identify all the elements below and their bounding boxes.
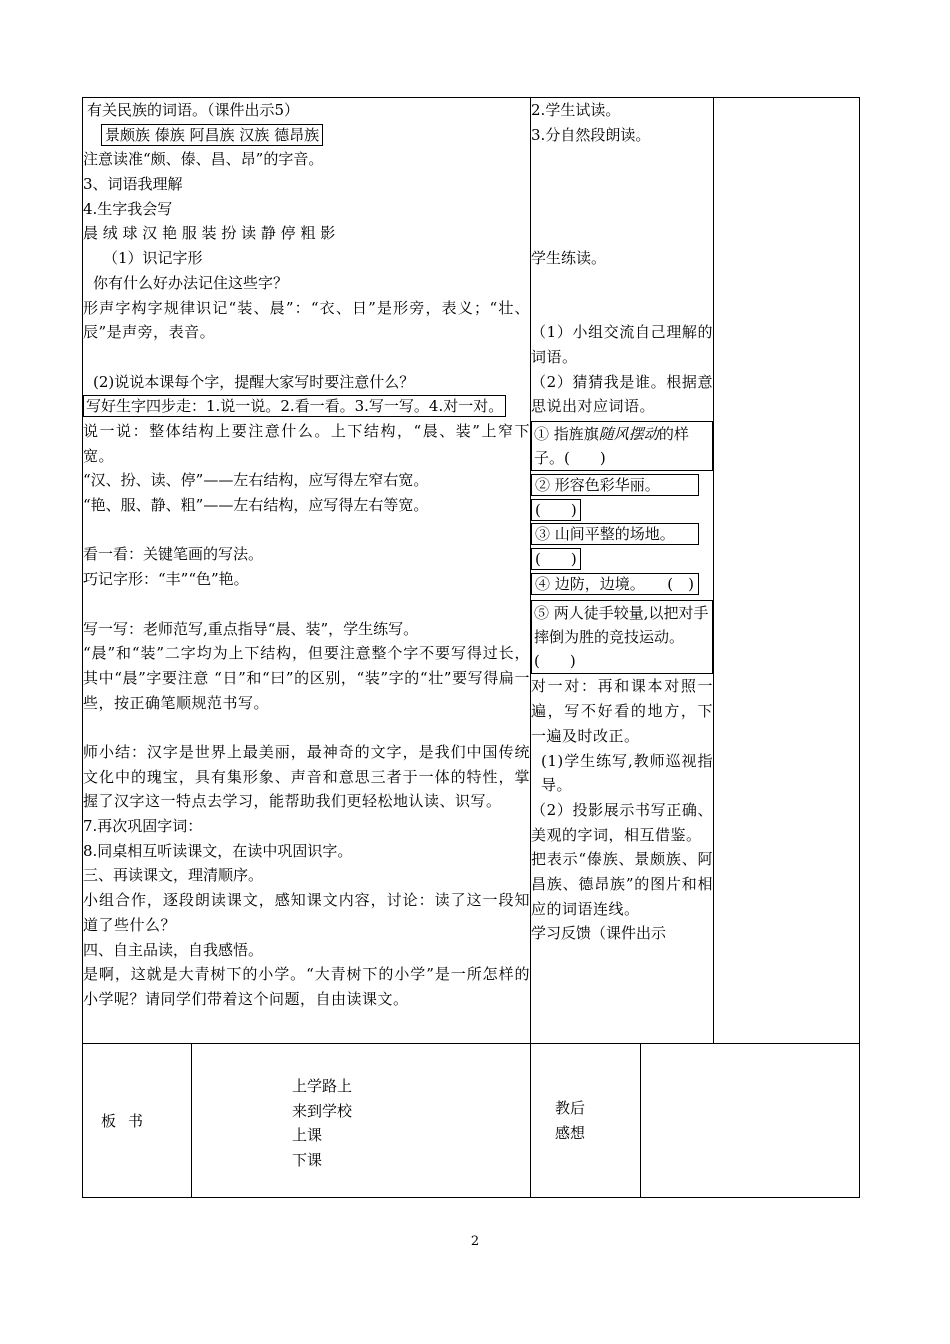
text-line: 三、再读课文，理清顺序。 [83,866,264,885]
text-line: 8.同桌相互听读课文，在读中巩固识字。 [83,841,353,860]
board-item: 上课 [292,1126,323,1144]
text-line: 有关民族的词语。（课件出示5） [87,101,300,119]
board-item: 来到学校 [292,1101,353,1120]
text-line: “汉、扮、读、停”——左右结构，应写得左窄右宽。 [83,471,429,490]
quiz-item-2: ② 形容色彩华丽。 [531,474,699,496]
text-line: 四、自主品读，自我感悟。 [83,940,264,959]
text-line: (2)说说本课每个字，提醒大家写时要注意什么？ [93,372,415,391]
board-item: 上学路上 [292,1077,353,1095]
quiz-answer-3: ( ) [531,548,581,570]
four-steps-box: 写好生字四步走：1.说一说。2.看一看。3.写一写。4.对一对。 [83,395,506,417]
text-line: （1）识记字形 [103,249,203,268]
board-content [192,1044,530,1172]
board-label: 板书 [101,1112,156,1130]
text-line: 7.再次巩固字词： [83,817,203,836]
text-line: 学习反馈（课件出示 [531,924,667,943]
quiz-item-1: ① 指旌旗随风摆动的样子。( ) [531,421,713,471]
main-row [83,98,860,1044]
text-line: 4.生字我会写 [83,199,173,218]
student-activity-cell [531,98,714,1044]
text-line: 你有什么好办法记住这些字？ [93,273,289,292]
text-paragraph: (1)学生练写,教师巡视指导。 [541,751,714,795]
text-line: 3.分自然段朗读。 [531,125,651,144]
text-line: 学生练读。 [531,249,607,268]
reflection-label: 教后 感想 [555,1099,586,1142]
board-label-cell [83,1044,192,1198]
text-paragraph: 对一对：再和课本对照一遍，写不好看的地方，下一遍及时改正。 [531,677,714,745]
text-paragraph: （1）小组交流自己理解的词语。 [531,323,714,366]
text-paragraph: （2）投影展示书写正确、美观的字词，相互借鉴。 [531,800,714,844]
text-line: 看一看：关键笔画的写法。 [83,545,264,564]
text-paragraph: “晨”和“装”二字均为上下结构，但要注意整个字不要写得过长，其中“晨”字要注意 “日”和“曰”的区别，“装”字的“壮”要写得扁一些，按正确笔顺规范书写。 [83,644,531,712]
quiz-item-3: ③ 山间平整的场地。 [531,523,699,545]
text-paragraph: 说一说：整体结构上要注意什么。上下结构，“晨、装”上窄下宽。 [83,421,531,465]
page-number: 2 [470,1234,480,1249]
text-paragraph: （2）猜猜我是谁。根据意思说出对应词语。 [531,372,714,416]
board-item: 下课 [292,1150,323,1169]
ethnic-words-box: 景颇族 傣族 阿昌族 汉族 德昂族 [101,124,323,146]
reflection-label-cell [531,1044,641,1198]
text-line: 写一写：老师范写,重点指导“晨、装”，学生练写。 [83,619,419,638]
text-paragraph: 是啊，这就是大青树下的小学。“大青树下的小学”是一所怎样的小学呢？请同学们带着这个问题，自由读课文。 [83,965,531,1008]
teaching-process-cell [83,98,531,1044]
new-characters: 晨 绒 球 汉 艳 服 装 扮 读 静 停 粗 影 [83,224,336,243]
text-paragraph: 师小结：汉字是世界上最美丽，最神奇的文字，是我们中国传统文化中的瑰宝，具有集形象、声音和意思三者于一体的特性，掌握了汉字这一特点去学习，能帮助我们更轻松地认读、识写。 [83,742,531,811]
text-line: 巧记字形：“丰”“色”艳。 [83,570,249,589]
text-line: 注意读准“颇、傣、昌、昂”的字音。 [83,150,324,169]
text-paragraph: 小组合作，逐段朗读课文，感知课文内容，讨论：读了这一段知道了些什么？ [83,891,531,934]
notes-cell [714,98,860,1044]
text-line: “艳、服、静、粗”——左右结构，应写得左右等宽。 [83,496,429,515]
bottom-row [83,1044,860,1198]
board-content-cell [192,1044,531,1198]
text-line: 2.学生试读。 [531,101,621,119]
quiz-item-4: ④ 边防，边境。 ( ) [531,573,699,595]
lesson-plan-table [82,97,860,1198]
text-line: 3、词语我理解 [83,175,183,194]
quiz-answer-2: ( ) [531,499,581,521]
reflection-content-cell [641,1044,860,1198]
text-paragraph: 形声字构字规律识记“装、晨”：“衣、日”是形旁，表义；“壮、辰”是声旁，表音。 [83,298,531,342]
quiz-item-5: ⑤ 两人徒手较量,以把对手摔倒为胜的竞技运动。( ) [531,600,713,674]
text-paragraph: 把表示“傣族、景颇族、阿昌族、德昂族”的图片和相应的词语连线。 [531,850,714,918]
